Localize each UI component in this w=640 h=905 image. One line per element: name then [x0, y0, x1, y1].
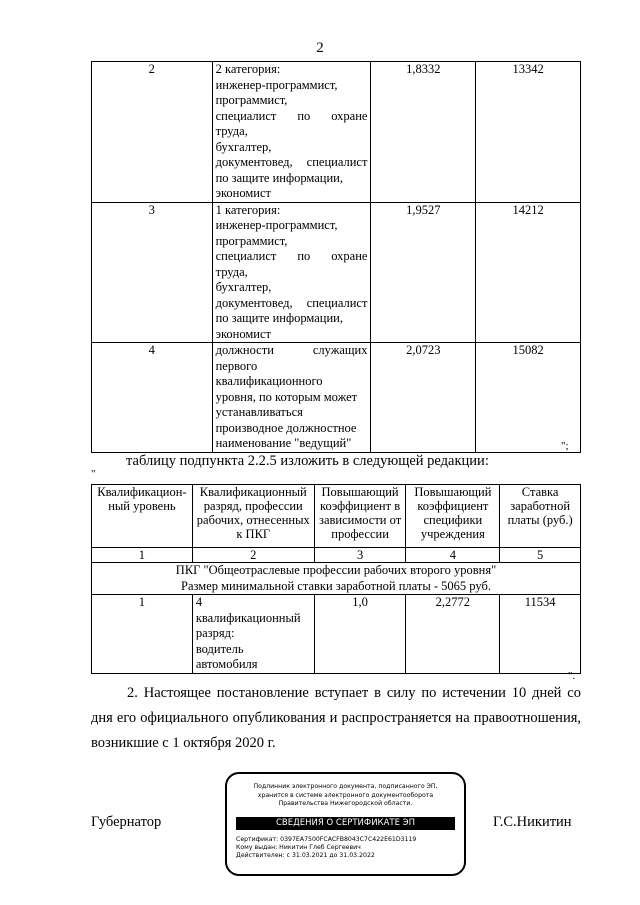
desc-line: программист, — [215, 233, 288, 248]
group-subtitle: Размер минимальной ставки заработной платы - 5065 руб. — [181, 578, 491, 593]
column-number: 2 — [192, 548, 314, 563]
row-number: 4 — [92, 343, 213, 453]
row-rate: 13342 — [476, 62, 581, 203]
desc-line: водитель — [195, 641, 244, 656]
row-coefficient: 2,0723 — [371, 343, 476, 453]
desc-line: по защите информации, — [215, 311, 343, 325]
desc-line: 2 категория: — [215, 62, 281, 76]
table-salary-continued — [91, 61, 581, 453]
desc-line: программист, — [215, 93, 288, 107]
desc-line: производное должностное — [215, 420, 357, 435]
column-number: 5 — [500, 548, 581, 563]
row-number: 2 — [92, 62, 213, 203]
table-header-row — [92, 485, 581, 548]
table-row — [92, 343, 581, 453]
row-description — [212, 202, 371, 343]
desc-line: уровня, по которым может — [215, 389, 358, 404]
desc-line: специалист по охране — [215, 108, 368, 123]
stamp-line: Правительства Нижегородской области. — [278, 800, 413, 807]
row-coefficient-institution: 2,2772 — [406, 595, 500, 674]
column-header: Квалификацион-ный уровень — [92, 485, 193, 548]
column-number: 4 — [406, 548, 500, 563]
desc-line: 1 категория: — [215, 202, 281, 217]
paragraph-effective-date: 2. Настоящее постановление вступает в силу по истечении 10 дней со дня его официального опубликования и распространяется на правоотношения, возникшие с 1 октября 2020 г. — [91, 685, 581, 751]
desc-line: экономист — [215, 326, 271, 341]
stamp-certificate-id: Сертификат: 0397EA7500FCACFB8043C7C422E61D3119 — [236, 835, 417, 843]
stamp-issued-to: Кому выдан: Никитин Глеб Сергеевич — [236, 843, 361, 851]
group-row — [92, 563, 581, 595]
desc-line: устанавливаться — [215, 405, 303, 419]
closing-quote-mark: ". — [568, 670, 576, 682]
desc-line: разряд: — [195, 626, 235, 640]
row-rate: 15082 — [476, 343, 581, 453]
desc-line: первого — [215, 358, 258, 373]
page-number: 2 — [316, 40, 324, 56]
column-header: Ставка заработной платы (руб.) — [500, 485, 581, 548]
column-number: 1 — [92, 548, 193, 563]
row-description — [212, 62, 371, 203]
column-header: Квалификационный разряд, профессии рабочих, отнесенных к ПКГ — [192, 485, 314, 548]
instruction-text: таблицу подпункта 2.2.5 изложить в следующей редакции: — [126, 453, 489, 469]
row-number: 3 — [92, 202, 213, 343]
stamp-line: хранится в системе электронного документооборота — [257, 791, 434, 799]
group-title: ПКГ "Общеотраслевые профессии рабочих второго уровня" — [175, 563, 497, 577]
desc-line: по защите информации, — [215, 170, 343, 185]
desc-line: документовед, специалист — [215, 295, 368, 310]
row-rate: 11534 — [500, 595, 581, 674]
closing-quote-mark: "; — [561, 440, 569, 452]
stamp-line: Подлинник электронного документа, подписанного ЭП, — [253, 783, 438, 790]
signatory-name: Г.С.Никитин — [493, 814, 572, 830]
row-description — [212, 343, 371, 453]
desc-line: специалист по охране — [215, 249, 368, 263]
desc-line: бухгалтер, — [215, 280, 272, 294]
desc-line: автомобиля — [195, 657, 258, 671]
table-row — [92, 62, 581, 203]
row-number: 1 — [92, 595, 193, 674]
stamp-valid-period: Действителен: с 31.03.2021 до 31.03.2022 — [236, 852, 375, 860]
table-workers-salary — [91, 484, 581, 674]
desc-line: инженер-программист, — [215, 218, 338, 232]
desc-line: квалификационного — [215, 374, 323, 388]
column-number-row — [92, 548, 581, 563]
column-header: Повышающий коэффициент в зависимости от профессии — [314, 485, 406, 548]
row-coefficient: 1,9527 — [371, 202, 476, 343]
table-row — [92, 595, 581, 674]
stamp-certificate-bar: СВЕДЕНИЯ О СЕРТИФИКАТЕ ЭП — [236, 817, 455, 830]
desc-line: должности служащих — [215, 343, 368, 357]
electronic-signature-stamp — [225, 772, 466, 876]
desc-line: документовед, специалист — [215, 155, 368, 169]
desc-line: бухгалтер, — [215, 139, 272, 154]
column-header: Повышающий коэффициент специфики учреждения — [406, 485, 500, 548]
desc-line: труда, — [215, 264, 248, 279]
table-row — [92, 202, 581, 343]
desc-line: экономист — [215, 186, 271, 200]
column-number: 3 — [314, 548, 406, 563]
desc-line: инженер-программист, — [215, 77, 338, 92]
row-rate: 14212 — [476, 202, 581, 343]
row-coefficient-profession: 1,0 — [314, 595, 406, 674]
desc-line: наименование "ведущий" — [215, 436, 352, 450]
row-coefficient: 1,8332 — [371, 62, 476, 203]
desc-line: труда, — [215, 124, 248, 138]
desc-line: 4 — [195, 595, 203, 609]
group-cell — [92, 563, 581, 595]
row-description — [192, 595, 314, 674]
signatory-position: Губернатор — [91, 814, 162, 830]
desc-line: квалификационный — [195, 610, 301, 625]
opening-quote-mark: " — [91, 468, 96, 480]
